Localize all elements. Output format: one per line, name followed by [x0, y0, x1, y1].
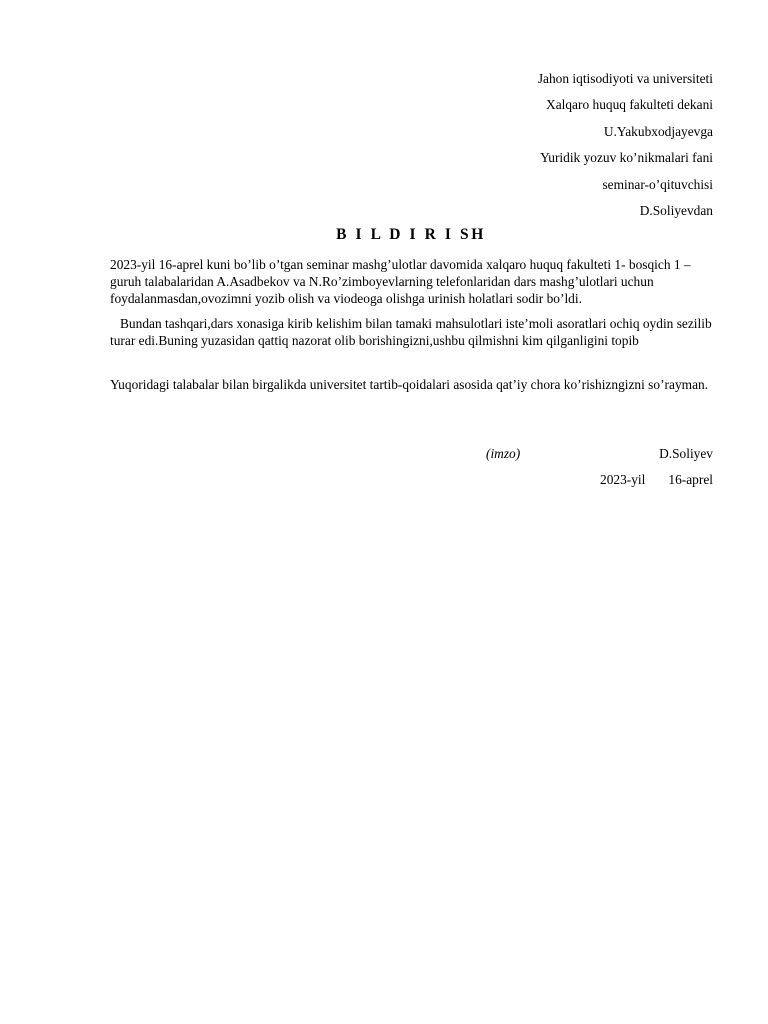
document-title: B I L D I R I SH	[336, 226, 486, 243]
recipient-block	[538, 66, 713, 224]
recipient-line: U.Yakubxodjayevga	[603, 123, 713, 139]
recipient-line: Jahon iqtisodiyoti va universiteti	[537, 71, 713, 86]
body-paragraph: Yuqoridagi talabalar bilan birgalikda universitet tartib-qoidalari asosida qat’iy chora ko’rishizngizni so’rayman.	[110, 377, 709, 392]
recipient-line: Yuridik yozuv ko’nikmalari fani	[540, 150, 713, 166]
body-paragraph: Bundan tashqari,dars xonasiga kirib kelishim bilan tamaki mahsulotlari iste’moli asoratlari ochiq oydin sezilib turar edi.Buning yuzasidan qattiq nazorat olib borishingizni,ushbu qilmishni kim qilganligini topib	[110, 316, 712, 348]
date-day: 16-aprel	[668, 472, 713, 487]
body-paragraph: 2023-yil 16-aprel kuni bo’lib o’tgan seminar mashg’ulotlar davomida xalqaro huquq fakulteti 1- bosqich 1 – guruh talabalaridan A.Asadbekov va N.Ro’zimboyevlarning telefonlaridan dars mashg’ulotlari uchun foydalanmasdan,ovozimni yozib olish va viodeoga olishga urinish holatlari sodir bo’ldi.	[110, 257, 691, 306]
recipient-line: D.Soliyevdan	[639, 203, 713, 219]
date-year: 2023-yil	[600, 472, 646, 487]
recipient-line: seminar-o’qituvchisi	[602, 176, 713, 192]
signature-label: (imzo)	[486, 446, 521, 461]
signature-name: D.Soliyev	[659, 446, 713, 461]
recipient-line: Xalqaro huquq fakulteti dekani	[546, 97, 713, 113]
